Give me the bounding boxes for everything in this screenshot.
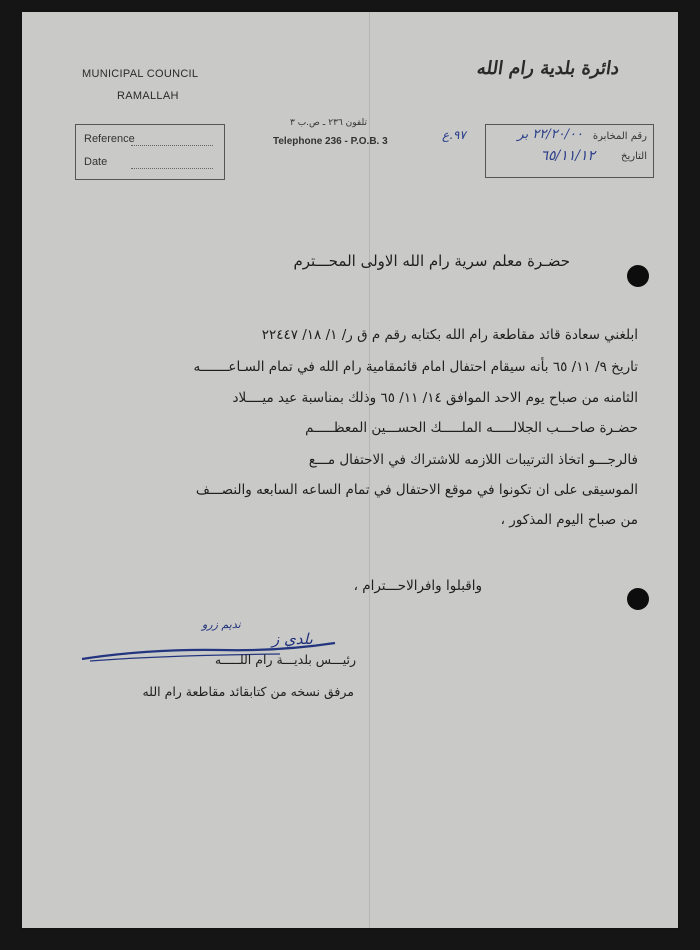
ar-ref-label: رقم المخابرة	[592, 131, 647, 142]
ref-handwritten: ٢٢/٢٠/٠٠ بر	[517, 127, 583, 142]
arabic-ref-box	[485, 124, 654, 178]
ar-date-label: التاريخ	[621, 151, 647, 162]
letter-paper	[22, 12, 678, 928]
signature-handwritten: بلدي ز	[272, 630, 313, 648]
reference-label: Reference	[84, 133, 135, 145]
body-line: الثامنه من صباح يوم الاحد الموافق ١٤/ ١١/ ٦٥ وذلك بمناسبة عيد ميــــلاد	[232, 390, 638, 406]
date-line	[131, 168, 213, 169]
telephone-en: Telephone 236 - P.O.B. 3	[273, 136, 388, 147]
reference-line	[131, 145, 213, 146]
signature-name-hand: نديم زرو	[202, 618, 241, 631]
municipality-logo-ar: دائرة بلدية رام الله	[475, 58, 621, 79]
reference-box	[75, 124, 225, 180]
body-line: فالرجـــو اتخاذ الترتيبات اللازمه للاشتراك في الاحتفال مـــع	[308, 452, 638, 468]
body-line: تاريخ ٩/ ١١/ ٦٥ بأنه سيقام احتفال امام قائمقامية رام الله في تمام السـاعـــــــه	[193, 359, 638, 375]
telephone-ar: تلفون ٢٣٦ ـ ص.ب ٣	[290, 118, 367, 128]
punch-hole	[627, 588, 649, 610]
attachment-note: مرفق نسخه من كتابقائد مقاطعة رام الله	[142, 684, 354, 699]
date-handwritten: ٦٥/١١/١٢	[540, 148, 595, 164]
body-line: الموسيقى على ان تكونوا في موقع الاحتفال في تمام الساعه السابعه والنصـــف	[195, 482, 638, 498]
signature-title: رئيـــس بلديـــة رام اللـــــه	[214, 652, 356, 667]
date-label: Date	[84, 156, 108, 168]
paper-fold	[369, 12, 370, 928]
closing: واقبلوا وافرالاحـــترام ،	[353, 578, 482, 594]
council-city-en: RAMALLAH	[117, 90, 179, 102]
body-line: من صباح اليوم المذكور ،	[500, 512, 638, 528]
salutation: حضـرة معلم سرية رام الله الاولى المحـــترم	[293, 252, 570, 270]
ref-side-number: ٩٧.ع	[442, 128, 466, 142]
body-line: ابلغني سعادة قائد مقاطعة رام الله بكتابه رقم م ق ر/ ١/ ١٨/ ٢٢٤٤٧	[261, 327, 638, 343]
body-line: حضـرة صاحـــب الجلالـــــه الملـــــك الحســـين المعظـــــم	[305, 420, 638, 436]
punch-hole	[627, 265, 649, 287]
council-name-en: MUNICIPAL COUNCIL	[82, 68, 199, 80]
